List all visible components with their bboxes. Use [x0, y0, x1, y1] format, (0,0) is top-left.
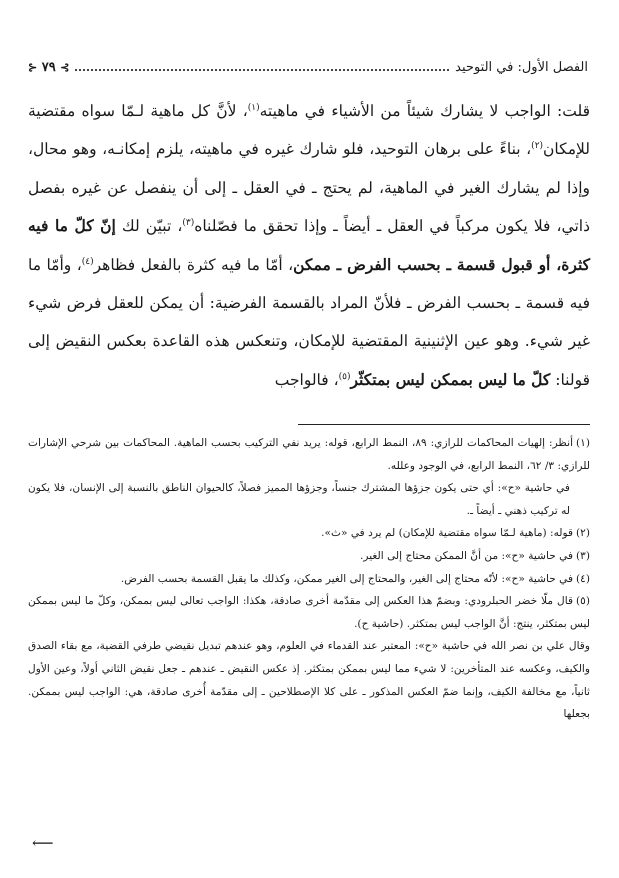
footnote-2: (٢)قوله: (ماهية لـمّا سواه مقتضية للإمكان) لم يرد في «ث». [321, 527, 590, 540]
leader-dots [75, 69, 449, 71]
page-number-box [28, 60, 69, 75]
footnotes [28, 432, 590, 726]
footnote-ref-5[interactable]: (٥) [338, 371, 351, 382]
text-run: قلت: الواجب لا يشارك شيئاً من الأشياء في ماهيته [259, 102, 590, 120]
footnote-ref-3[interactable]: (٣) [182, 218, 195, 229]
footnote-5-continued: وقال علي بن نصر الله في حاشية «ح»: المعتبر عند القدماء في العلوم، وهو عندهم تبديل نقيضي طرفي القضية، مع بقاء الصدق والكيف، وعكسه عند المتأخرين: لا شيء مما ليس بممكن بمتكثر. إذ عكس النقيض ـ عندهم ـ جعل نقيض الثاني أولاً، وعين الأول ثانياً، مع مخالفة الكيف، وإنما ضمّ العكس المذكور ـ على كلا الإصطلاحين ـ إلى مقدّمة أُخرى صادقة، هي: الواجب ليس بممكن. بجعلها [28, 640, 590, 721]
text-run: ، لأنَّ كل ماهية لـمّا سواه مقتضية للإمكان [28, 102, 590, 159]
footnote-1: (١)أنظر: إلهيات المحاكمات للرازي: ٨٩، النمط الرابع، قوله: يريد نفي التركيب بحسب الماهية. المحاكمات بين شرحي الإشارات للرازي: ٣/ ٦٢، النمط الرابع، في الوجود وعلله. [28, 437, 591, 472]
ornament-left-icon: ⊰ [28, 60, 38, 74]
footnote-ref-1[interactable]: (١) [247, 102, 260, 113]
footnote-5: (٥)قال ملّا خضر الحبلرودي: وبضمّ هذا العكس إلى مقدّمة أخرى صادقة، هكذا: الواجب تعالى ليس بممكن، وكلّ ما ليس بممكن ليس بمتكثر، ينتج: أنَّ الواجب ليس بمتكثر. (حاشية ح). [28, 595, 590, 630]
bold-rule-statement: إنّ كلّ ما فيه كثرة، أو قبول قسمة ـ بحسب الفرض ـ ممكن [28, 216, 591, 274]
text-run: ، وأمّا ما فيه قسمة ـ بحسب الفرض ـ فلأنّ المراد بالقسمة الفرضية: أن يمكن للعقل فرض شيء غير شيء. وهو عين الإثنينية المقتضية للإمكان، وتنعكس هذه القاعدة بعكس النقيض إلى قولنا: [28, 255, 590, 389]
footnote-separator [298, 424, 590, 425]
running-header [28, 56, 588, 78]
continue-arrow-icon[interactable]: ⟵ [32, 834, 54, 852]
main-text [28, 92, 590, 399]
footnote-1-continued: في حاشية «ح»: أي حتى يكون جزؤها المشترك جنساً، وجزؤها المميز فصلاً، كالحيوان الناطق بالنسبة إلى الإنسان، فلا يكون له تركيب ذهني ـ أيضاً ـ. [28, 482, 570, 517]
footnote-ref-2[interactable]: (٢) [531, 141, 544, 152]
text-run: ، فالواجب [274, 370, 339, 389]
ornament-right-icon: ⊱ [60, 60, 70, 74]
footnote-3: (٣)في حاشية «ح»: من أنَّ الممكن محتاج إلى الغير. [360, 549, 590, 562]
text-run: ، أمّا ما فيه كثرة بالفعل فظاهر [93, 255, 294, 274]
bold-contrapositive: كلّ ما ليس بممكن ليس بمتكثّر [350, 369, 551, 389]
text-run: ، تبيّن لك [115, 217, 183, 236]
main-paragraph [28, 92, 590, 399]
footnote-ref-4[interactable]: (٤) [81, 256, 94, 267]
text-run: ، بناءً على برهان التوحيد، فلو شارك غيره في ماهيته، يلزم إمكانـه، وهو محال، وإذا لم يشارك الغير في الماهية، لم يحتج ـ في العقل ـ إلى أن ينفصل عن غيره بفصل ذاتي، فلا يكون مركباً في العقل ـ أيضاً ـ وإذا تحقق ما فصّلناه [28, 140, 590, 236]
page-number: ٧٩ [41, 59, 56, 75]
footnote-4: (٤)في حاشية «ح»: لأنّه محتاج إلى الغير، والمحتاج إلى الغير ممكن، وكذلك ما يقبل القسمة بحسب الفرض. [120, 572, 590, 585]
chapter-title: الفصل الأول: في التوحيد [455, 59, 588, 75]
